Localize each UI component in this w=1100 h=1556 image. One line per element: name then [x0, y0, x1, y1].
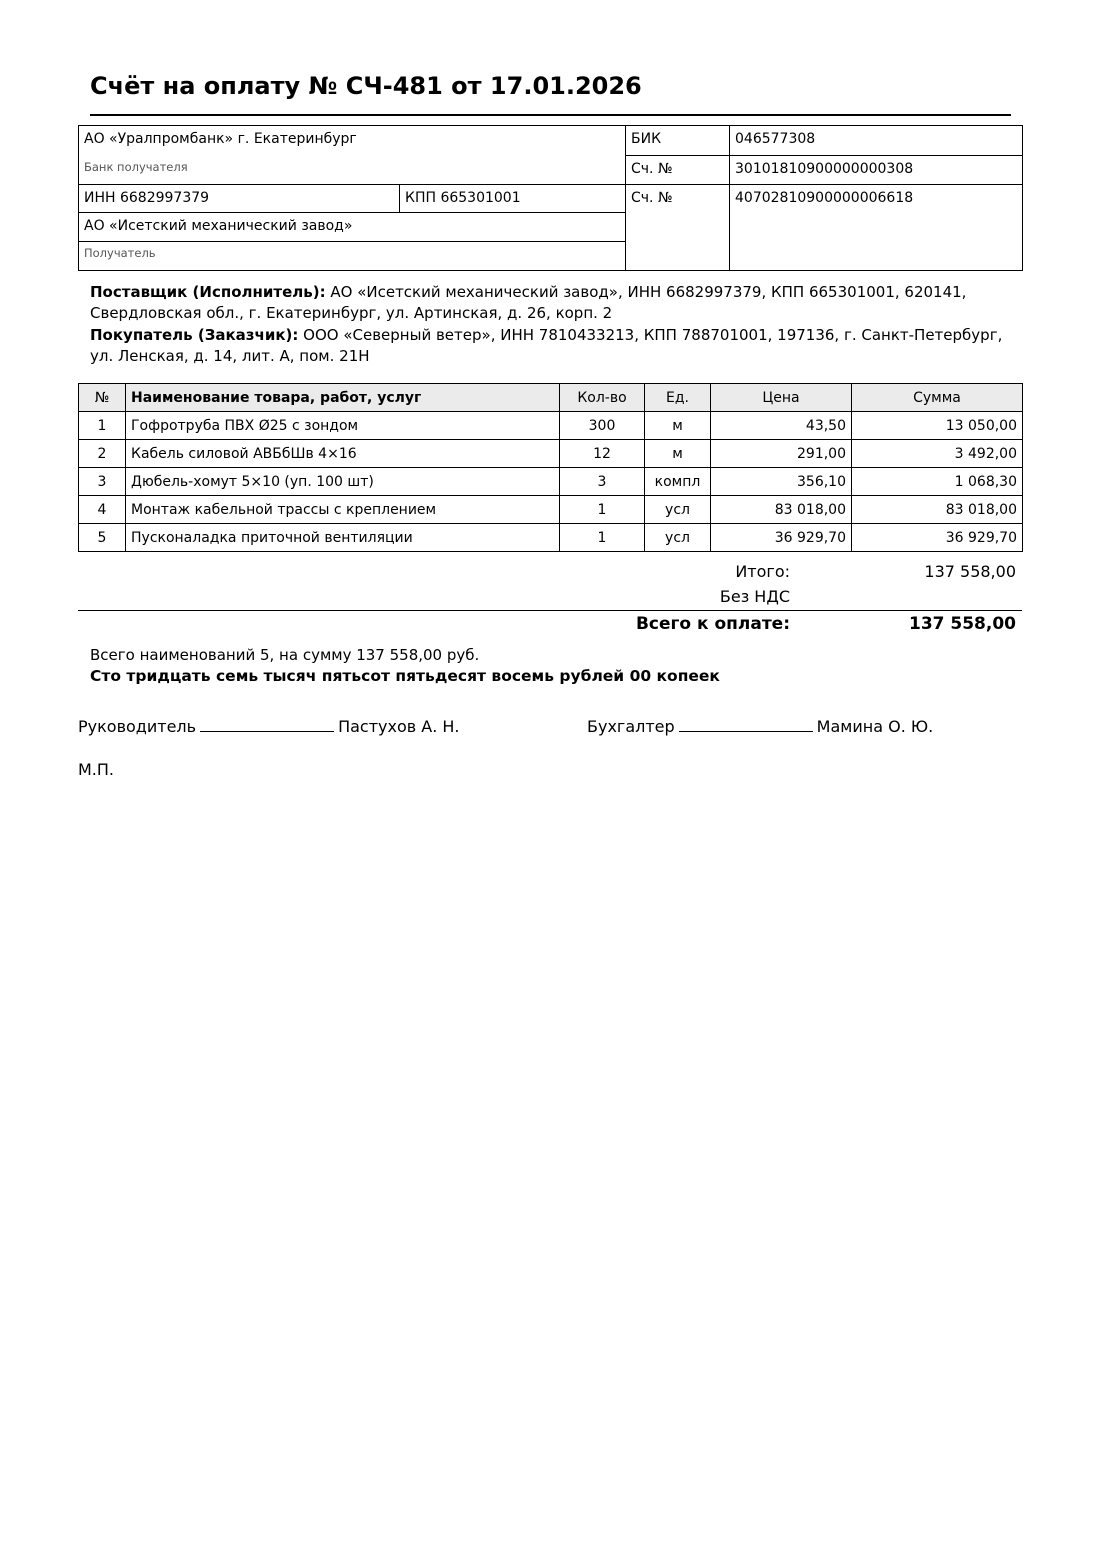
row-price: 83 018,00: [711, 496, 852, 524]
bank-details-table: [78, 125, 1023, 271]
items-table: [78, 383, 1023, 552]
row-name: Пусконаладка приточной вентиляции: [126, 524, 560, 552]
account-label: Сч. №: [626, 185, 730, 271]
grand-total-row: [78, 610, 1022, 639]
col-header-name: Наименование товара, работ, услуг: [126, 384, 560, 412]
row-sum: 83 018,00: [852, 496, 1023, 524]
subtotal-value: 137 558,00: [924, 562, 1016, 581]
bik-label: БИК: [626, 126, 730, 156]
col-header-qty: Кол-во: [560, 384, 645, 412]
row-qty: 300: [560, 412, 645, 440]
col-header-sum: Сумма: [852, 384, 1023, 412]
row-qty: 3: [560, 468, 645, 496]
supplier-line: [90, 282, 1015, 324]
row-name: Кабель силовой АВБбШв 4×16: [126, 440, 560, 468]
row-sum: 1 068,30: [852, 468, 1023, 496]
kpp-cell: КПП 665301001: [400, 185, 626, 213]
col-header-price: Цена: [711, 384, 852, 412]
table-row: [79, 496, 1023, 524]
subtotal-row: [78, 560, 1022, 585]
row-qty: 1: [560, 524, 645, 552]
row-sum: 36 929,70: [852, 524, 1023, 552]
corr-account-label: Сч. №: [626, 156, 730, 185]
recipient-name: АО «Исетский механический завод»: [79, 213, 626, 242]
row-unit: усл: [645, 496, 711, 524]
row-name: Гофротруба ПВХ Ø25 с зондом: [126, 412, 560, 440]
row-num: 1: [79, 412, 126, 440]
row-price: 356,10: [711, 468, 852, 496]
row-price: 36 929,70: [711, 524, 852, 552]
account-value: 40702810900000006618: [730, 185, 1023, 271]
amount-in-words: Сто тридцать семь тысяч пятьсот пятьдесят восемь рублей 00 копеек: [90, 667, 720, 685]
director-label: Руководитель: [78, 717, 197, 736]
summary-block: [90, 645, 720, 687]
corr-account-value: 30101810900000000308: [730, 156, 1023, 185]
row-sum: 13 050,00: [852, 412, 1023, 440]
row-name: Монтаж кабельной трассы с креплением: [126, 496, 560, 524]
supplier-label: Поставщик (Исполнитель):: [90, 283, 326, 301]
director-signature: [78, 717, 460, 736]
col-header-unit: Ед.: [645, 384, 711, 412]
accountant-label: Бухгалтер: [587, 717, 675, 736]
row-num: 5: [79, 524, 126, 552]
row-num: 4: [79, 496, 126, 524]
col-header-num: №: [79, 384, 126, 412]
director-signature-line: [200, 719, 334, 732]
bank-caption: Банк получателя: [79, 156, 626, 185]
row-unit: компл: [645, 468, 711, 496]
bik-value: 046577308: [730, 126, 1023, 156]
grand-total-label: Всего к оплате:: [635, 614, 790, 634]
row-num: 2: [79, 440, 126, 468]
parties-block: [90, 282, 1015, 368]
row-qty: 1: [560, 496, 645, 524]
bank-name: АО «Уралпромбанк» г. Екатеринбург: [79, 126, 626, 156]
row-sum: 3 492,00: [852, 440, 1023, 468]
row-price: 43,50: [711, 412, 852, 440]
summary-count-line: Всего наименований 5, на сумму 137 558,00 руб.: [90, 646, 480, 664]
table-row: [79, 524, 1023, 552]
accountant-signature-line: [679, 719, 813, 732]
vat-label: Без НДС: [719, 587, 790, 606]
row-price: 291,00: [711, 440, 852, 468]
director-name: Пастухов А. Н.: [338, 717, 460, 736]
stamp-placeholder: М.П.: [78, 760, 115, 779]
recipient-caption: Получатель: [79, 242, 626, 271]
row-name: Дюбель-хомут 5×10 (уп. 100 шт): [126, 468, 560, 496]
grand-total-value: 137 558,00: [908, 614, 1016, 634]
row-num: 3: [79, 468, 126, 496]
buyer-label: Покупатель (Заказчик):: [90, 326, 299, 344]
table-row: [79, 412, 1023, 440]
row-unit: м: [645, 412, 711, 440]
totals-block: [78, 560, 1022, 639]
subtotal-label: Итого:: [735, 562, 790, 581]
table-row: [79, 440, 1023, 468]
inn-cell: ИНН 6682997379: [79, 185, 400, 213]
buyer-text: ООО «Северный ветер», ИНН 7810433213, КПП 788701001, 197136, г. Санкт-Петербург, ул. Ленская, д. 14, лит. А, пом. 21Н: [90, 326, 1003, 365]
invoice-title: Счёт на оплату № СЧ-481 от 17.01.2026: [90, 72, 642, 100]
row-unit: м: [645, 440, 711, 468]
title-divider: [90, 114, 1011, 116]
table-row: [79, 468, 1023, 496]
buyer-line: [90, 325, 1015, 367]
row-unit: усл: [645, 524, 711, 552]
accountant-name: Мамина О. Ю.: [816, 717, 934, 736]
row-qty: 12: [560, 440, 645, 468]
vat-row: [78, 585, 1022, 610]
accountant-signature: [587, 717, 933, 736]
supplier-text: АО «Исетский механический завод», ИНН 6682997379, КПП 665301001, 620141, Свердловская обл., г. Екатеринбург, ул. Артинская, д. 26, корп. 2: [90, 283, 967, 322]
